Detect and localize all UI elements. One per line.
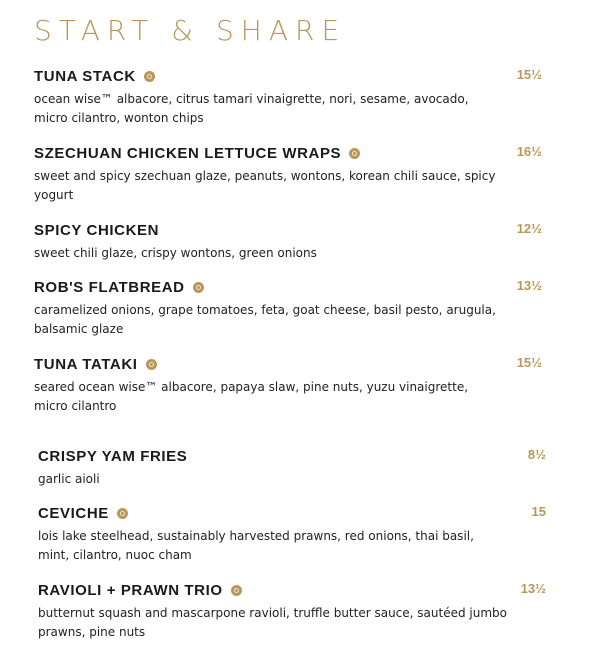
ocean-wise-badge-icon: [349, 148, 360, 159]
ocean-wise-badge-icon: [193, 282, 204, 293]
menu-item-ravioli-prawn-trio: [38, 580, 550, 642]
item-description: ocean wise™ albacore, citrus tamari vinaigrette, nori, sesame, avocado, micro cilantro, wonton chips: [34, 92, 469, 125]
item-price: 15½: [516, 355, 542, 370]
item-name: ROB'S FLATBREAD: [34, 278, 185, 296]
item-name: TUNA STACK: [34, 67, 136, 85]
item-description: lois lake steelhead, sustainably harvested prawns, red onions, thai basil, mint, cilantro, nuoc cham: [38, 529, 474, 562]
section-title: START & SHARE: [34, 14, 347, 47]
ocean-wise-badge-icon: [146, 359, 157, 370]
ocean-wise-badge-icon: [117, 508, 128, 519]
menu-item-crispy-yam-fries: [38, 446, 550, 489]
menu-item-tuna-stack: [34, 66, 546, 128]
menu-item-tuna-tataki: [34, 354, 546, 416]
item-price: 16½: [516, 144, 542, 159]
item-name: RAVIOLI + PRAWN TRIO: [38, 581, 223, 599]
item-name: SPICY CHICKEN: [34, 221, 160, 239]
item-price: 13½: [520, 581, 546, 596]
menu-item-szechuan-chicken-lettuce-wraps: [34, 143, 546, 205]
item-name: CEVICHE: [38, 504, 109, 522]
ocean-wise-badge-icon: [144, 71, 155, 82]
ocean-wise-badge-icon: [231, 585, 242, 596]
item-price: 13½: [516, 278, 542, 293]
item-name: SZECHUAN CHICKEN LETTUCE WRAPS: [34, 144, 342, 162]
item-price: 8½: [527, 447, 546, 462]
item-name: TUNA TATAKI: [34, 355, 138, 373]
menu-item-spicy-chicken: [34, 220, 546, 263]
item-description: seared ocean wise™ albacore, papaya slaw, pine nuts, yuzu vinaigrette, micro cilantro: [34, 380, 469, 413]
item-description: butternut squash and mascarpone ravioli, truffle butter sauce, sautéed jumbo prawns, pine nuts: [38, 606, 507, 639]
item-name: CRISPY YAM FRIES: [38, 447, 188, 465]
menu-item-robs-flatbread: [34, 277, 546, 339]
item-price: 15½: [516, 67, 542, 82]
item-description: sweet and spicy szechuan glaze, peanuts, wontons, korean chili sauce, spicy yogurt: [34, 169, 496, 202]
item-description: garlic aioli: [38, 472, 100, 486]
item-price: 15: [531, 504, 546, 519]
item-description: caramelized onions, grape tomatoes, feta, goat cheese, basil pesto, arugula, balsamic glaze: [34, 303, 496, 336]
item-price: 12½: [516, 221, 542, 236]
item-description: sweet chili glaze, crispy wontons, green onions: [34, 246, 317, 260]
menu-item-ceviche: [38, 503, 550, 565]
